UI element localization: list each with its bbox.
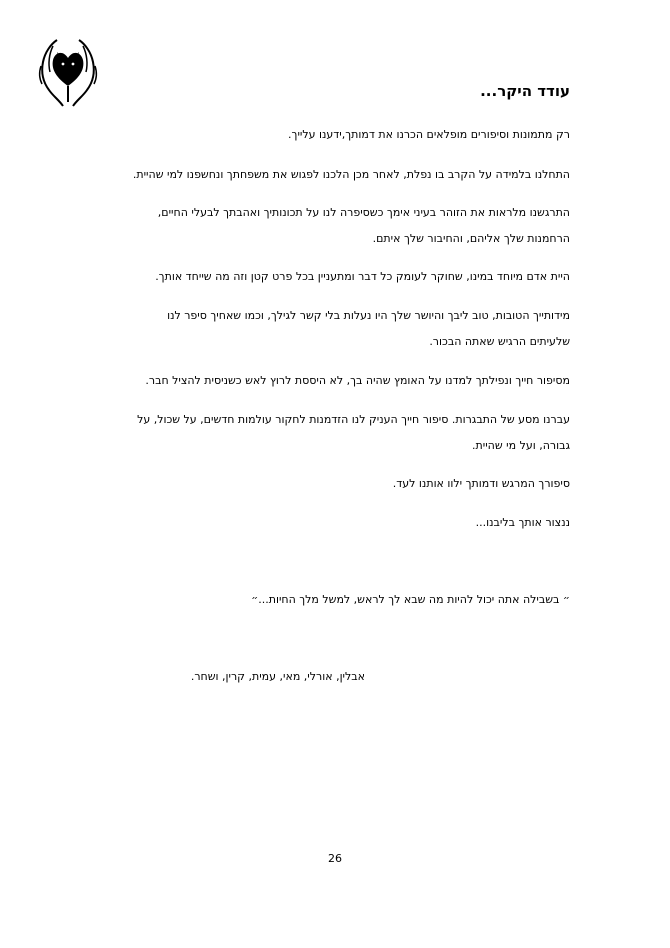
paragraph-2: התחלנו בלמידה על הקרב בו נפלת, לאחר מכן הלכנו לפגוש את משפחתך ונחשפנו למי שהיית. [132, 168, 570, 181]
paragraph-3-line-2: הרחמנות שלך אליהם, והחיבור שלך איתם. [372, 232, 570, 245]
paragraph-6: מסיפור חייך ונפילתך למדנו על האומץ שהיה בך, לא היססת לרוץ לאש כשניסית להציל חבר. [145, 374, 570, 387]
paragraph-7-line-1: עברנו מסע של התבגרות. סיפור חייך העניק לנו הזדמנות לחקור עולמות חדשים, על שכול, על [137, 413, 570, 426]
paragraph-1: רק מתמונות וסיפורים מופלאים הכרנו את דמותך,ידענו עלייך. [288, 128, 570, 141]
paragraph-9: ננצור אותך בליבנו... [475, 516, 570, 529]
paragraph-3-line-1: התרגשנו מלראות את הזוהר בעיני אימך כשסיפרה לנו על תכונותיך ואהבתך לבעלי החיים, [157, 206, 570, 219]
hands-heart-logo [33, 36, 103, 108]
paragraph-4: היית אדם מיוחד במינו, שחוקר לעומק כל דבר ומתעניין בכל פרט קטן וזה מה שייחד אותך. [155, 270, 570, 283]
paragraph-7-line-2: גבורה, ועל מי שהיית. [472, 439, 570, 452]
letter-title: עודד היקר... [480, 82, 570, 100]
page-number: 26 [328, 852, 342, 865]
signature: אבלין, אורלי, מאי, עמית, קרין, ושחר. [190, 670, 365, 683]
paragraph-5-line-2: שלעיתים הרגיש שאתה הבכור. [429, 335, 570, 348]
quote: ״ בשבילה אתה יכול להיות מה שבא לך לראש, למשל מלך החיות...״ [251, 593, 570, 606]
paragraph-8: סיפורך המרגש ודמותך ילוו אותנו לעד. [392, 477, 570, 490]
paragraph-5-line-1: מידותייך הטובות, טוב ליבך והיושר שלך היו נעלות בלי קשר לגילך, וכמו שאחיך סיפר לנו [167, 309, 570, 322]
